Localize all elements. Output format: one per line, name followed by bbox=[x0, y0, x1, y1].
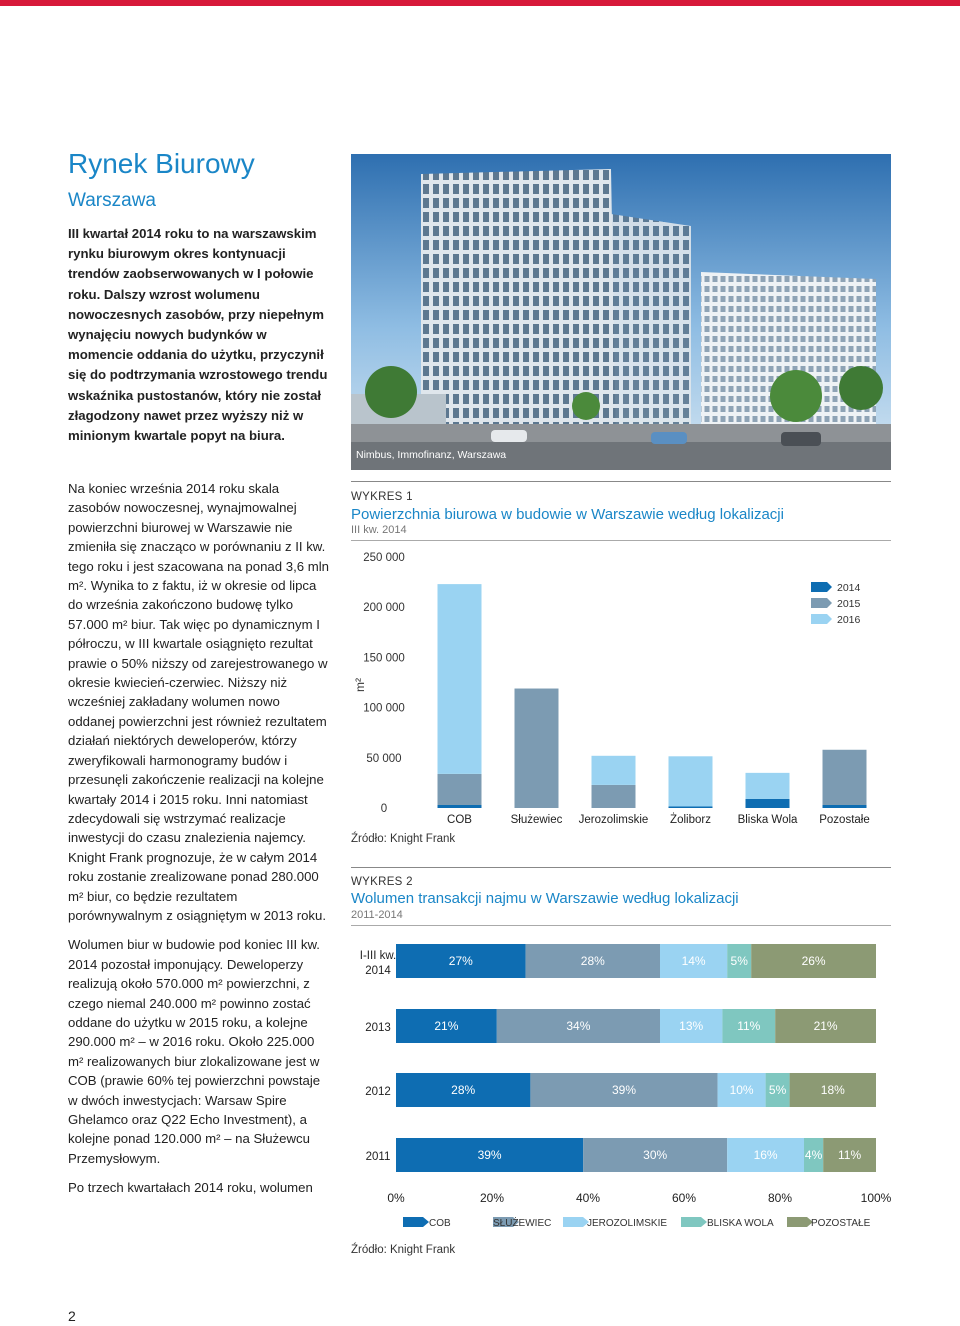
y-tick-label: 0 bbox=[380, 803, 388, 815]
chart2-subtitle: 2011-2014 bbox=[351, 909, 403, 921]
body-paragraph-2: Wolumen biur w budowie pod koniec III kw. 2014 pozostał imponujący. Deweloperzy realizują około 570.000 m² powierzchni, z czego niemal 240.000 m² powinno zostać oddane do użytku w 2015 roku, a kolejne 290.000 m² – w 2016 roku. Około 225.000 m² realizowanych biur zlokalizowane jest w COB (prawie 60% tej powierzchni powstaje w dwóch inwestycjach: Warsaw Spire Ghelamco oraz Q22 Echo Investment), a kolejne ponad 120.000 m² – na Służewcu Przemysłowym. bbox=[68, 937, 321, 1166]
chart1-title-rule bbox=[351, 540, 891, 541]
legend-label-SŁUŻEWIEC: SŁUŻEWIEC bbox=[493, 1218, 552, 1229]
row-label: 2011 bbox=[365, 1151, 391, 1163]
x-tick-label: 80% bbox=[767, 1191, 793, 1205]
x-tick-label: 100% bbox=[860, 1191, 892, 1205]
page-title: Rynek Biurowy bbox=[68, 148, 255, 179]
x-tick-label: Żoliborz bbox=[670, 814, 711, 826]
bar-2016-Bliska Wola bbox=[746, 773, 790, 799]
chart2-title-rule bbox=[351, 925, 891, 926]
data-label: 39% bbox=[477, 1148, 502, 1162]
chart1-svg bbox=[351, 545, 891, 835]
legend-swatch-POZOSTAŁE bbox=[787, 1217, 813, 1227]
legend-swatch-2014 bbox=[811, 582, 832, 592]
data-label: 28% bbox=[580, 954, 605, 968]
top-accent-bar bbox=[0, 0, 960, 6]
data-label: 21% bbox=[813, 1019, 838, 1033]
bar-2015-Jerozolimskie bbox=[592, 785, 636, 808]
data-label: 34% bbox=[566, 1019, 591, 1033]
y-axis-label: m² bbox=[353, 678, 367, 692]
data-label: 14% bbox=[681, 954, 706, 968]
y-tick-label: 250 000 bbox=[363, 552, 405, 564]
data-label: 21% bbox=[434, 1019, 459, 1033]
x-tick-label: 0% bbox=[387, 1191, 405, 1205]
chart2-source: Źródło: Knight Frank bbox=[351, 1244, 456, 1256]
bar-2014-Pozostałe bbox=[823, 805, 867, 808]
data-label: 11% bbox=[737, 1019, 761, 1033]
legend-label-2016: 2016 bbox=[837, 614, 861, 626]
bar-2014-Żoliborz bbox=[669, 806, 713, 808]
data-label: 30% bbox=[643, 1148, 668, 1162]
x-tick-label: 20% bbox=[479, 1191, 505, 1205]
y-tick-label: 100 000 bbox=[363, 702, 405, 715]
x-tick-label: Bliska Wola bbox=[737, 814, 798, 826]
legend-swatch-BLISKA WOLA bbox=[681, 1217, 707, 1227]
building-photo bbox=[351, 154, 891, 470]
body-text bbox=[68, 479, 330, 1208]
x-tick-label: 40% bbox=[575, 1191, 601, 1205]
legend-swatch-JEROZOLIMSKIE bbox=[563, 1217, 589, 1227]
legend-swatch-COB bbox=[403, 1217, 429, 1227]
legend-label-POZOSTAŁE: POZOSTAŁE bbox=[811, 1218, 871, 1229]
photo-caption: Nimbus, Immofinanz, Warszawa bbox=[356, 449, 507, 461]
data-label: 39% bbox=[611, 1083, 637, 1097]
legend-swatch-2016 bbox=[811, 614, 832, 624]
data-label: 4% bbox=[804, 1148, 823, 1162]
legend-label-JEROZOLIMSKIE: JEROZOLIMSKIE bbox=[587, 1218, 668, 1229]
x-tick-label: 60% bbox=[671, 1191, 697, 1205]
legend-label-BLISKA WOLA: BLISKA WOLA bbox=[707, 1218, 774, 1229]
chart1-top-rule bbox=[351, 481, 891, 482]
chart2-svg bbox=[351, 935, 896, 1235]
x-tick-label: Służewiec bbox=[510, 814, 563, 826]
page-number: 2 bbox=[68, 1308, 76, 1324]
chart1-title: Powierzchnia biurowa w budowie w Warszawie według lokalizacji bbox=[351, 506, 784, 523]
data-label: 13% bbox=[679, 1019, 704, 1033]
body-paragraph-1: Na koniec września 2014 roku skala zasobów nowoczesnej, wynajmowalnej powierzchni biurowej w Warszawie nie zmieniła się znacząco w porównaniu z II kw. tego roku i jest szacowana na ponad 3,6 mln m². Wynika to z faktu, iż w okresie od lipca do września zakończono budowę tylko 57.000 m² biur. Tak więc po dynamicznym I półroczu, w III kwartale osiągnięto rezultat prawie o 50% niższy od zarejestrowanego w okresie kwiecień-czerwiec. Niższy niż wcześniej zakładany wolumen nowo oddanej powierzchni jest również rezultatem działań niektórych deweloperów, którzy zweryfikowali harmonogramy budów i przesunęli zakończenie realizacji na kolejne kwartały 2014 i 2015 roku. Inni natomiast zdecydowali się wstrzymać realizacje inwestycji do czasu znalezienia najemcy. Knight Frank prognozuje, że w całym 2014 roku zostanie zrealizowane ponad 280.000 m² biur, co będzie rezultatem porównywalnym z osiągniętym w 2013 roku. bbox=[68, 481, 329, 923]
bar-2014-Bliska Wola bbox=[746, 799, 790, 808]
page-subtitle: Warszawa bbox=[68, 190, 156, 211]
data-label: 10% bbox=[729, 1083, 754, 1097]
bar-2014-COB bbox=[438, 805, 482, 808]
bar-2015-Pozostałe bbox=[823, 750, 867, 805]
x-tick-label: Pozostałe bbox=[819, 814, 870, 826]
data-label: 11% bbox=[838, 1148, 862, 1162]
bar-2015-COB bbox=[438, 774, 482, 805]
data-label: 5% bbox=[730, 954, 748, 968]
legend-label-2014: 2014 bbox=[837, 582, 861, 594]
legend-swatch-2015 bbox=[811, 598, 832, 608]
chart1-label: WYKRES 1 bbox=[351, 491, 413, 503]
chart1-source: Źródło: Knight Frank bbox=[351, 833, 456, 845]
data-label: 26% bbox=[801, 954, 826, 968]
data-label: 5% bbox=[768, 1083, 787, 1097]
bar-2016-COB bbox=[438, 584, 482, 774]
bar-2016-Żoliborz bbox=[669, 756, 713, 806]
row-label: I-III kw. bbox=[359, 950, 397, 962]
x-tick-label: Jerozolimskie bbox=[578, 814, 649, 826]
y-tick-label: 200 000 bbox=[363, 602, 405, 615]
row-label: 2013 bbox=[365, 1022, 391, 1034]
legend-label-2015: 2015 bbox=[837, 598, 861, 610]
x-tick-label: COB bbox=[447, 814, 472, 826]
row-label: 2014 bbox=[365, 965, 391, 977]
row-label: 2012 bbox=[365, 1086, 391, 1098]
data-label: 16% bbox=[753, 1148, 778, 1162]
lead-paragraph: III kwartał 2014 roku to na warszawskim rynku biurowym okres kontynuacji trendów zaobserwowanych w I połowie roku. Dalszy wzrost wolumenu nowoczesnych zasobów, przy niepełnym wynajęciu nowych budynków w momencie oddania do użytku, przyczynił się do podtrzymania wzrostowego trendu wskaźnika pustostanów, który nie został złagodzony nawet przez wyższy niż w minionym kwartale popyt na biura. bbox=[68, 226, 328, 444]
data-label: 18% bbox=[820, 1083, 845, 1097]
chart2-label: WYKRES 2 bbox=[351, 876, 413, 888]
legend-label-COB: COB bbox=[429, 1218, 451, 1229]
chart1-subtitle: III kw. 2014 bbox=[351, 524, 407, 536]
chart2-top-rule bbox=[351, 867, 891, 868]
y-tick-label: 50 000 bbox=[366, 752, 402, 765]
y-tick-label: 150 000 bbox=[363, 652, 405, 665]
data-label: 28% bbox=[451, 1083, 476, 1097]
bar-2016-Jerozolimskie bbox=[592, 756, 636, 785]
chart2-title: Wolumen transakcji najmu w Warszawie według lokalizacji bbox=[351, 890, 739, 907]
data-label: 27% bbox=[448, 954, 473, 968]
body-paragraph-3: Po trzech kwartałach 2014 roku, wolumen bbox=[68, 1180, 313, 1196]
bar-2015-Służewiec bbox=[515, 689, 559, 808]
